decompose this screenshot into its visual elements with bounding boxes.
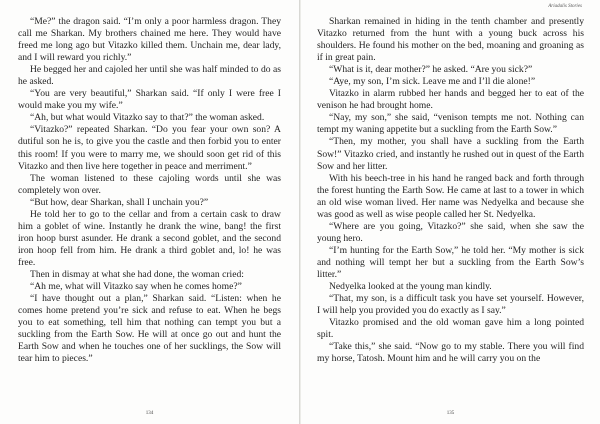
paragraph: “But how, dear Sharkan, shall I unchain you?” <box>30 196 209 208</box>
right-running-head: Ariadalis Stories <box>548 4 582 9</box>
paragraph: “Where are you going, Vitazko?” she said, when she saw the young hero. <box>317 220 584 244</box>
paragraph: “That, my son, is a difficult task you have set yourself. However, I will help you provided you do exactly as I say.” <box>317 293 584 317</box>
paragraph: Nedyelka looked at the young man kindly. <box>329 281 492 293</box>
paragraph: “You are very beautiful,” Sharkan said. “If only I were free I would make you my wife.” <box>18 88 281 112</box>
left-page-number: 134 <box>145 411 154 416</box>
right-page-text <box>317 16 584 365</box>
paragraph: Vitazko in alarm rubbed her hands and begged her to eat of the venison he had brought home. <box>317 88 584 112</box>
paragraph: With his beech-tree in his hand he ranged back and forth through the forest hunting the Earth Sow. He came at last to a tower in which an old wise woman lived. Her name was Nedyelka and because she was good as well as wise people called her St. Nedyelka. <box>317 172 584 220</box>
paragraph: “Aye, my son, I’m sick. Leave me and I’ll die alone!” <box>329 76 536 88</box>
paragraph: “Me?” the dragon said. “I’m only a poor harmless dragon. They call me Sharkan. My brothers chained me here. They would have freed me long ago but Vitazko killed them. Unchain me, dear lady, and I will reward you richly.” <box>18 16 281 64</box>
paragraph: “Then, my mother, you shall have a suckling from the Earth Sow!” Vitazko cried, and instantly he rushed out in quest of the Earth Sow and her litter. <box>317 136 584 172</box>
left-page-text <box>18 16 281 365</box>
paragraph: “Ah, but what would Vitazko say to that?” the woman asked. <box>30 112 265 124</box>
right-page-number: 135 <box>446 411 455 416</box>
paragraph: Sharkan remained in hiding in the tenth chamber and presently Vitazko returned from the hunt with a young buck across his shoulders. He found his mother on the bed, moaning and groaning as if in great pain. <box>317 16 584 64</box>
paragraph: He begged her and cajoled her until she was half minded to do as he asked. <box>18 64 281 88</box>
paragraph: “Vitazko?” repeated Sharkan. “Do you fear your own son? A dutiful son he is, to give you the castle and then forbid you to enter this room! If you were to marry me, we should soon get rid of this Vitazko and then live here together in peace and merriment.” <box>18 124 281 172</box>
paragraph: Vitazko promised and the old woman gave him a long pointed spit. <box>317 317 584 341</box>
paragraph: “Nay, my son,” she said, “venison tempts me not. Nothing can tempt my waning appetite but a suckling from the Earth Sow.” <box>317 112 584 136</box>
paragraph: “I have thought out a plan,” Sharkan said. “Listen: when he comes home pretend you’re sick and refuse to eat. When he begs you to eat something, tell him that nothing can tempt you but a suckling from the Earth Sow. He will at once go out and hunt the Earth Sow and when he touches one of her sucklings, the Sow will tear him to pieces.” <box>18 293 281 365</box>
paragraph: “Ah me, what will Vitazko say when he comes home?” <box>30 281 242 293</box>
paragraph: “I’m hunting for the Earth Sow,” he told her. “My mother is sick and nothing will tempt her but a suckling from the Earth Sow’s litter.” <box>317 244 584 280</box>
paragraph: Then in dismay at what she had done, the woman cried: <box>30 268 244 280</box>
paragraph: “Take this,” she said. “Now go to my stable. There you will find my horse, Tatosh. Mount him and he will carry you on the <box>317 341 584 365</box>
paragraph: The woman listened to these cajoling words until she was completely won over. <box>18 172 281 196</box>
paragraph: He told her to go to the cellar and from a certain cask to draw him a goblet of wine. Instantly he drank the wine, bang! the first iron hoop burst asunder. He drank a second goblet, and the second iron hoop fell from him. He drank a third goblet and, lo! he was free. <box>18 208 281 268</box>
paragraph: “What is it, dear mother?” he asked. “Are you sick?” <box>329 64 533 76</box>
right-page <box>300 0 600 424</box>
